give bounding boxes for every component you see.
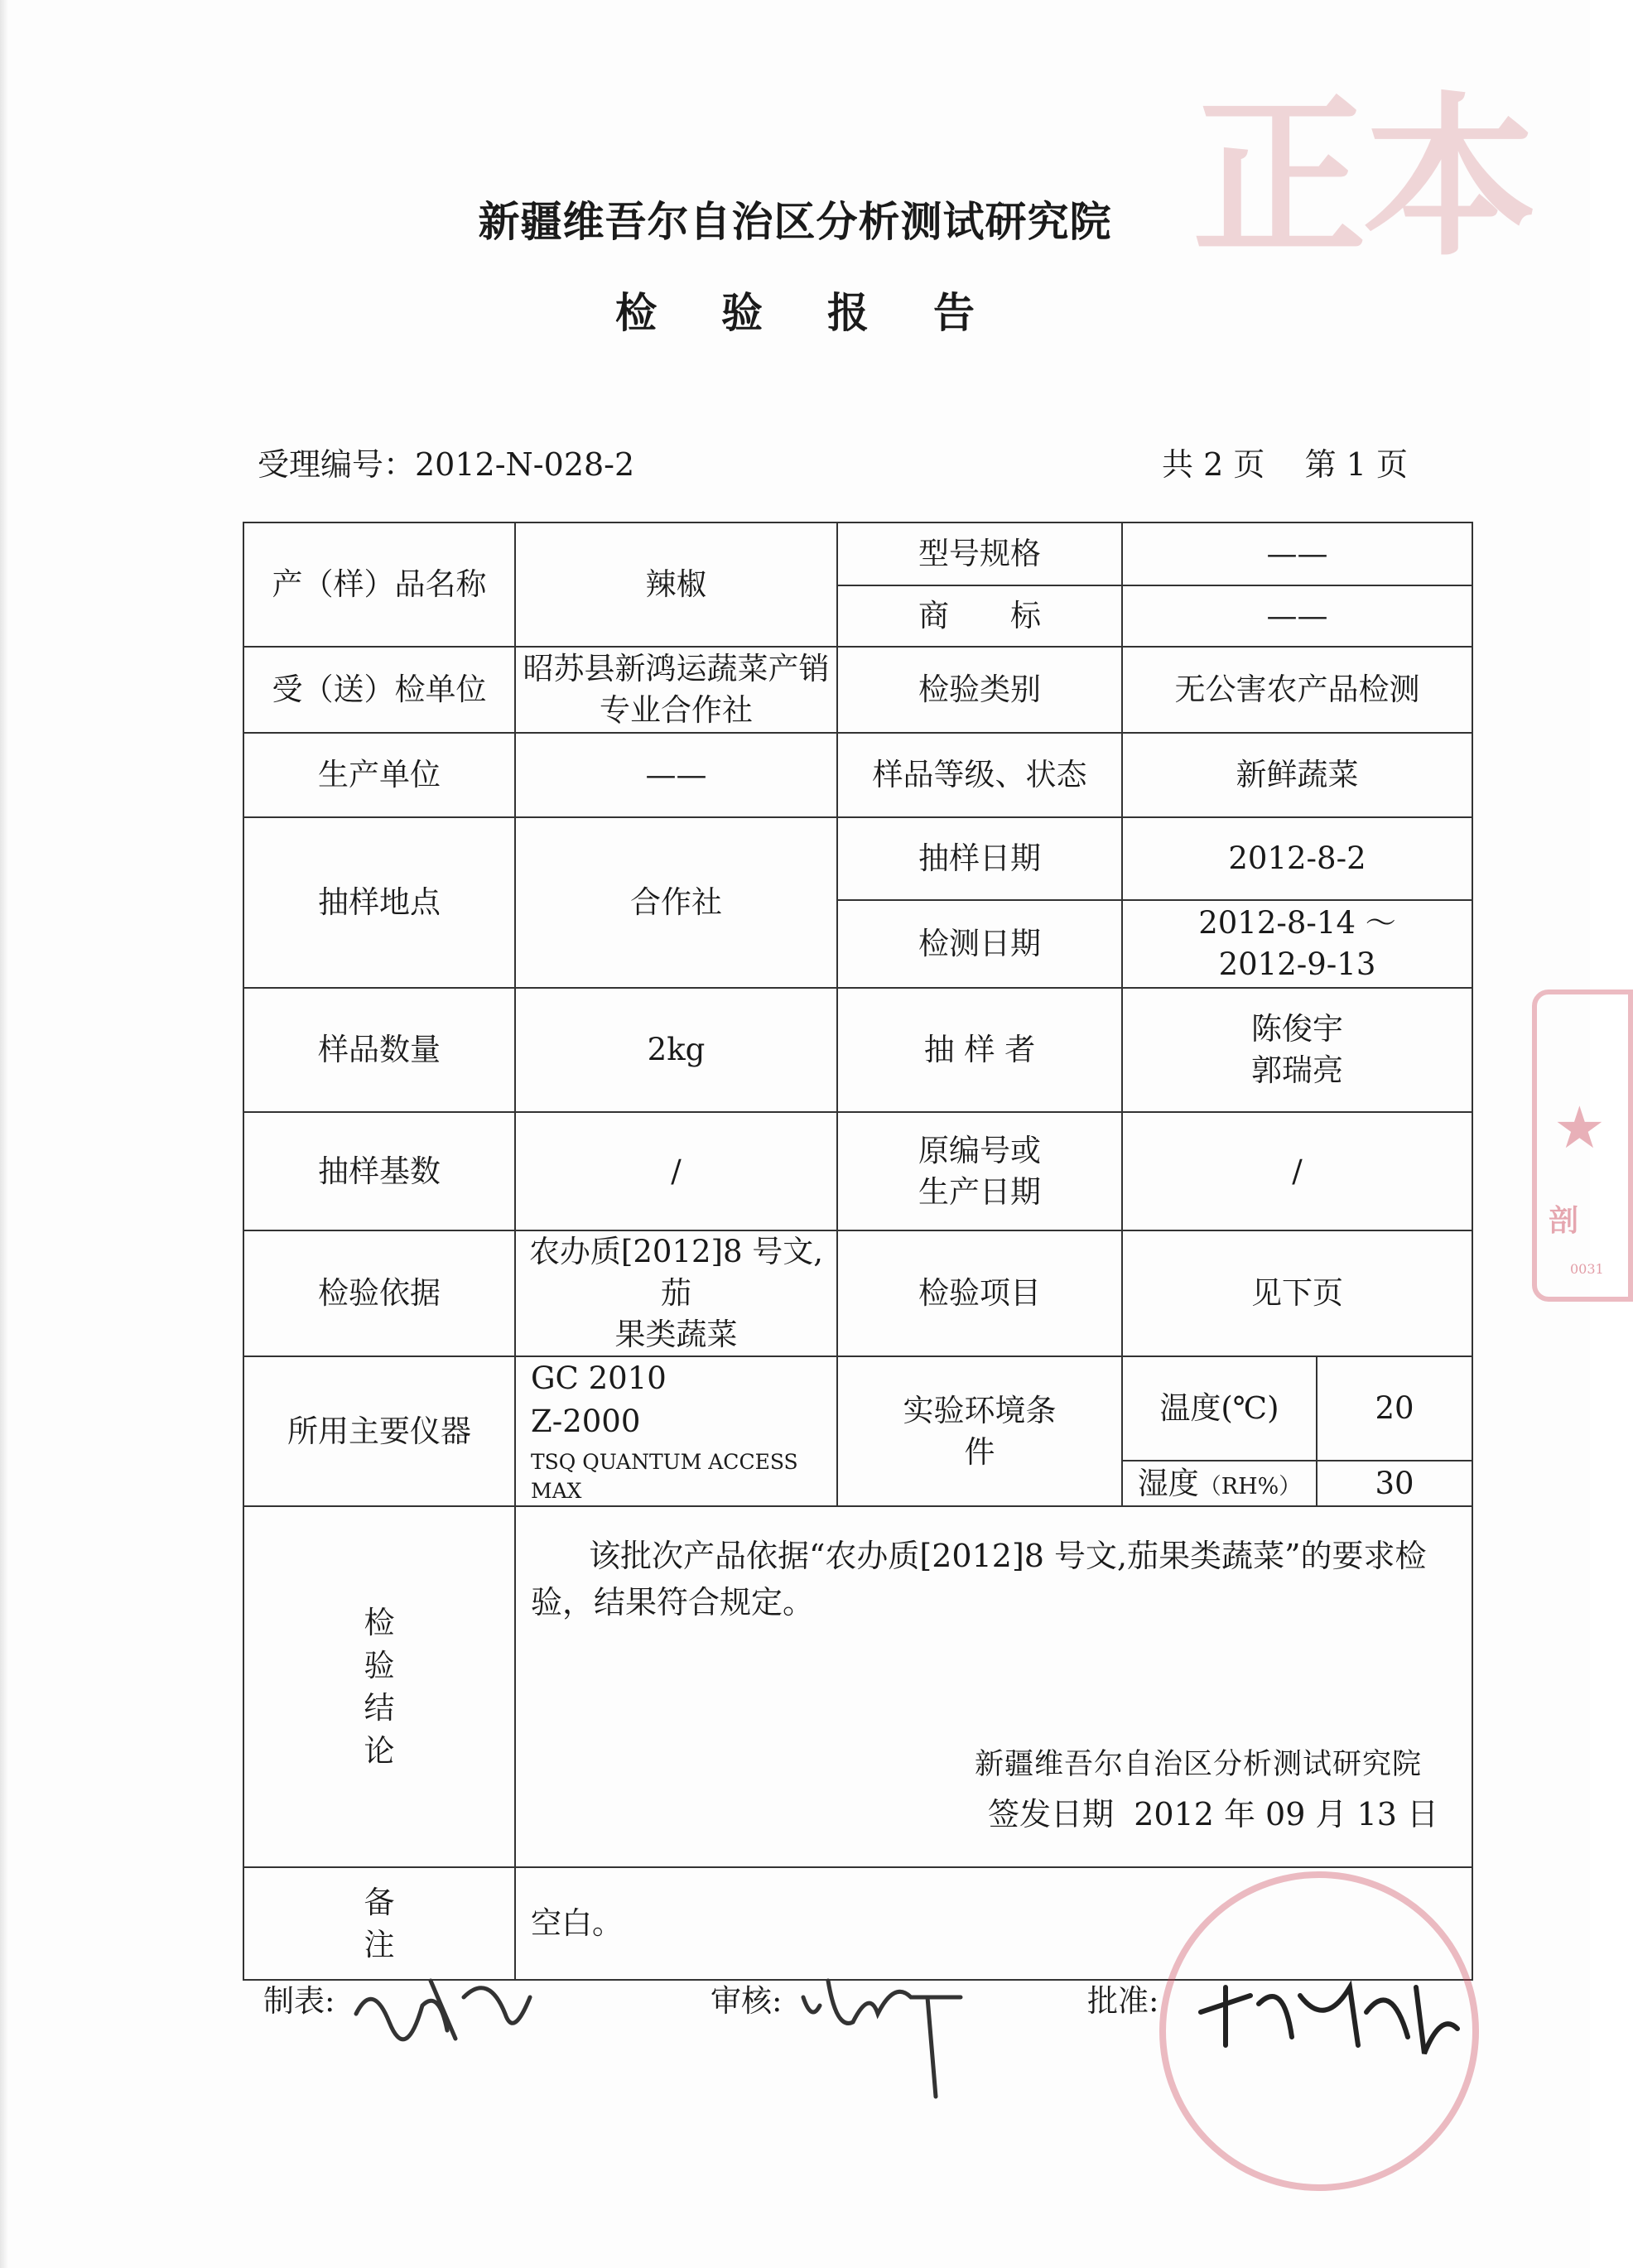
conclusion-text: 该批次产品依据“农办质[2012]8 号文,茄果类蔬菜”的要求检验，结果符合规定。 [531, 1538, 1427, 1620]
acceptance-number: 受理编号：2012-N-028-2 [258, 446, 635, 483]
test-date-value: 2012-8-14 ～ 2012-9-13 [1122, 900, 1472, 988]
side-seal-number: 0031 [1570, 1261, 1604, 1277]
humidity-label [1122, 1461, 1317, 1507]
product-name-label: 产（样）品名称 [243, 522, 515, 647]
inspection-type-label: 检验类别 [837, 647, 1122, 733]
prepared-by-label: 制表: [263, 1983, 335, 2019]
approved-by-label: 批准: [1087, 1983, 1159, 2019]
original-number-value: / [1122, 1112, 1472, 1230]
sampling-base-value: / [515, 1112, 837, 1230]
items-label: 检验项目 [837, 1230, 1122, 1356]
conclusion-label: 检 验 结 论 [243, 1506, 515, 1867]
client-label: 受（送）检单位 [243, 647, 515, 733]
temperature-value: 20 [1317, 1356, 1472, 1461]
instrument-item: GC 2010 [531, 1360, 667, 1396]
report-title-char: 检 [615, 288, 657, 337]
grade-value: 新鲜蔬菜 [1122, 733, 1472, 817]
basis-value: 农办质[2012]8 号文,茄 果类蔬菜 [515, 1230, 837, 1356]
humidity-label-text: 湿度 [1137, 1465, 1199, 1501]
reviewed-by-label: 审核: [711, 1983, 783, 2019]
temperature-label: 温度(℃) [1122, 1356, 1317, 1461]
items-value: 见下页 [1122, 1230, 1472, 1356]
original-copy-stamp: 正本 [1192, 75, 1534, 280]
test-date-label: 检测日期 [837, 900, 1122, 988]
remark-label: 备 注 [243, 1867, 515, 1980]
producer-label: 生产单位 [243, 733, 515, 817]
inspection-type-value: 无公害农产品检测 [1122, 647, 1472, 733]
conclusion-institute: 新疆维吾尔自治区分析测试研究院 [974, 1748, 1422, 1782]
side-seal-mark: 剖 [1549, 1203, 1579, 1238]
report-title [0, 280, 1590, 339]
report-title-char: 验 [721, 288, 763, 337]
original-number-label: 原编号或 生产日期 [837, 1112, 1122, 1230]
sampling-place-label: 抽样地点 [243, 817, 515, 988]
product-name-value: 辣椒 [515, 522, 837, 647]
scan-edge [0, 0, 8, 2268]
instrument-item: Z-2000 [531, 1403, 641, 1439]
star-icon: ★ [1554, 1094, 1606, 1162]
sampling-base-label: 抽样基数 [243, 1112, 515, 1230]
model-value: —— [1122, 522, 1472, 585]
sampling-date-value: 2012-8-2 [1122, 817, 1472, 900]
environment-label: 实验环境条 件 [837, 1356, 1122, 1507]
report-title-char: 告 [933, 288, 975, 337]
model-label: 型号规格 [837, 522, 1122, 585]
brand-label: 商 标 [837, 585, 1122, 647]
quantity-value: 2kg [515, 988, 837, 1112]
humidity-unit: （RH%） [1198, 1473, 1302, 1500]
grade-label: 样品等级、状态 [837, 733, 1122, 817]
humidity-value: 30 [1317, 1461, 1472, 1507]
sampler-label: 抽 样 者 [837, 988, 1122, 1112]
issue-date: 签发日期 2012 年 09 月 13 日 [988, 1796, 1438, 1833]
basis-label: 检验依据 [243, 1230, 515, 1356]
page-count: 共 2 页 第 1 页 [1162, 446, 1408, 483]
reviewed-signature [787, 1964, 977, 2105]
sampler-value: 陈俊宇 郭瑞亮 [1122, 988, 1472, 1112]
client-value: 昭苏县新鸿运蔬菜产销 专业合作社 [515, 647, 837, 733]
quantity-label: 样品数量 [243, 988, 515, 1112]
institute-seal [1159, 1871, 1479, 2191]
producer-value: —— [515, 733, 837, 817]
institute-title: 新疆维吾尔自治区分析测试研究院 [478, 197, 1112, 246]
sampling-place-value: 合作社 [515, 817, 837, 988]
remark-value: 空白。 [515, 1867, 1472, 1980]
instrument-label: 所用主要仪器 [243, 1356, 515, 1507]
prepared-signature [348, 1964, 538, 2055]
conclusion-cell [515, 1506, 1472, 1867]
report-title-char: 报 [827, 288, 869, 337]
instrument-item: TSQ QUANTUM ACCESS MAX [531, 1450, 798, 1504]
instrument-list [515, 1356, 837, 1507]
report-table [243, 522, 1473, 1981]
side-seal [1532, 990, 1633, 1302]
sampling-date-label: 抽样日期 [837, 817, 1122, 900]
brand-value: —— [1122, 585, 1472, 647]
